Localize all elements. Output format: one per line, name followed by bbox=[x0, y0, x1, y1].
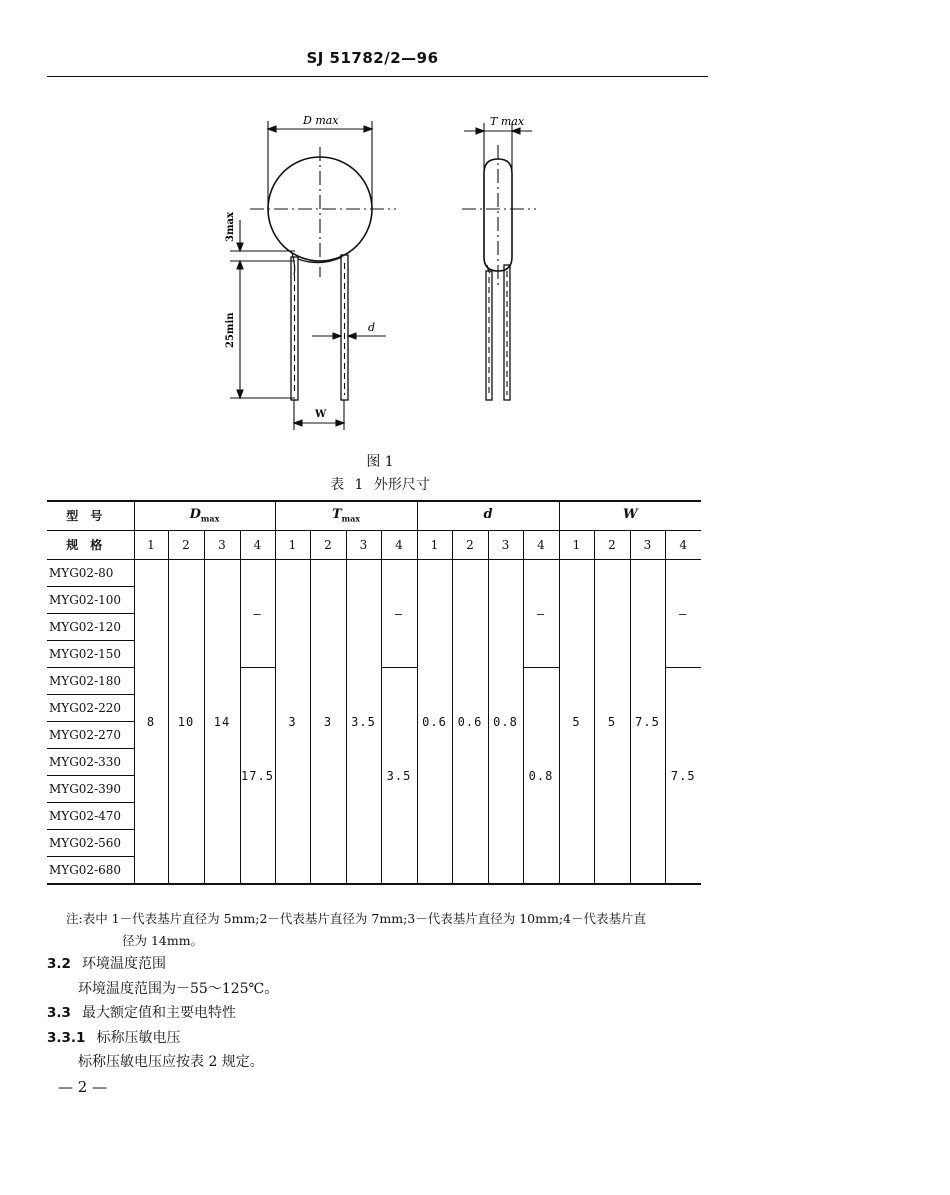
note-line-1: 注:表中 1－代表基片直径为 5mm;2－代表基片直径为 7mm;3－代表基片直径为 10mm;4－代表基片直 bbox=[66, 911, 646, 926]
group-header-w: W bbox=[559, 501, 701, 531]
subcol-header: 1 bbox=[559, 531, 594, 560]
model-header-top: 型号 bbox=[47, 501, 134, 531]
w-col3: 7.5 bbox=[630, 560, 665, 885]
label-t-max: T max bbox=[490, 115, 525, 128]
d-col2: 0.6 bbox=[452, 560, 488, 885]
table-caption: 表 1 外形尺寸 bbox=[330, 477, 430, 493]
dmax-col3: 14 bbox=[204, 560, 240, 885]
tmax-col4: 3.5 bbox=[381, 668, 417, 885]
label-w: W bbox=[315, 409, 327, 420]
model-header-bottom: 规格 bbox=[47, 531, 134, 560]
subcol-header: 2 bbox=[594, 531, 630, 560]
tmax-col4-dash: — bbox=[381, 560, 417, 668]
varistor-outline-figure bbox=[200, 105, 560, 440]
dimension-table bbox=[47, 500, 701, 885]
w-col1: 5 bbox=[559, 560, 594, 885]
d-col4-dash: — bbox=[523, 560, 559, 668]
section-3-3-1-heading: 3.3.1 标称压敏电压 bbox=[47, 1030, 181, 1046]
page-number: — 2 — bbox=[58, 1078, 108, 1096]
w-col4-dash: — bbox=[665, 560, 701, 668]
model-cell: MYG02-470 bbox=[47, 803, 134, 830]
subcol-header: 1 bbox=[275, 531, 310, 560]
dmax-col4: 17.5 bbox=[240, 668, 275, 885]
d-col1: 0.6 bbox=[417, 560, 452, 885]
model-cell: MYG02-120 bbox=[47, 614, 134, 641]
subcol-header: 2 bbox=[452, 531, 488, 560]
figure-caption: 图 1 bbox=[366, 454, 394, 470]
header-rule bbox=[47, 76, 708, 77]
label-25min: 25min bbox=[225, 312, 236, 348]
model-cell: MYG02-680 bbox=[47, 857, 134, 885]
model-cell: MYG02-150 bbox=[47, 641, 134, 668]
label-3max: 3max bbox=[225, 212, 236, 242]
model-cell: MYG02-330 bbox=[47, 749, 134, 776]
section-3-3-1-text: 标称压敏电压应按表 2 规定。 bbox=[78, 1054, 264, 1070]
subcol-header: 1 bbox=[417, 531, 452, 560]
table-note bbox=[66, 908, 716, 952]
model-cell: MYG02-270 bbox=[47, 722, 134, 749]
dmax-col1: 8 bbox=[134, 560, 168, 885]
dmax-col4-dash: — bbox=[240, 560, 275, 668]
model-cell: MYG02-560 bbox=[47, 830, 134, 857]
w-col2: 5 bbox=[594, 560, 630, 885]
group-header-d: d bbox=[417, 501, 559, 531]
model-cell: MYG02-390 bbox=[47, 776, 134, 803]
subcol-header: 3 bbox=[346, 531, 381, 560]
note-line-2: 径为 14mm。 bbox=[122, 933, 204, 948]
d-col4: 0.8 bbox=[523, 668, 559, 885]
subcol-header: 4 bbox=[665, 531, 701, 560]
group-header-dmax: $D_{max}$ bbox=[134, 501, 275, 531]
model-cell: MYG02-220 bbox=[47, 695, 134, 722]
subcol-header: 4 bbox=[523, 531, 559, 560]
model-cell: MYG02-80 bbox=[47, 560, 134, 587]
subcol-header: 3 bbox=[630, 531, 665, 560]
model-cell: MYG02-100 bbox=[47, 587, 134, 614]
subcol-header: 1 bbox=[134, 531, 168, 560]
section-3-2-heading: 3.2 环境温度范围 bbox=[47, 956, 167, 972]
subcol-header: 3 bbox=[204, 531, 240, 560]
subcol-header: 2 bbox=[168, 531, 204, 560]
d-col3: 0.8 bbox=[488, 560, 523, 885]
document-header: SJ 51782/2—96 bbox=[306, 49, 439, 67]
tmax-col1: 3 bbox=[275, 560, 310, 885]
model-cell: MYG02-180 bbox=[47, 668, 134, 695]
label-d: d bbox=[368, 321, 376, 334]
subcol-header: 3 bbox=[488, 531, 523, 560]
dmax-col2: 10 bbox=[168, 560, 204, 885]
subcol-header: 4 bbox=[240, 531, 275, 560]
tmax-col3: 3.5 bbox=[346, 560, 381, 885]
subcol-header: 2 bbox=[310, 531, 346, 560]
section-3-3-heading: 3.3 最大额定值和主要电特性 bbox=[47, 1005, 237, 1021]
label-d-max: D max bbox=[303, 114, 339, 127]
w-col4: 7.5 bbox=[665, 668, 701, 885]
section-3-2-text: 环境温度范围为－55～125℃。 bbox=[78, 981, 279, 997]
subcol-header: 4 bbox=[381, 531, 417, 560]
group-header-tmax: $T_{max}$ bbox=[275, 501, 417, 531]
tmax-col2: 3 bbox=[310, 560, 346, 885]
